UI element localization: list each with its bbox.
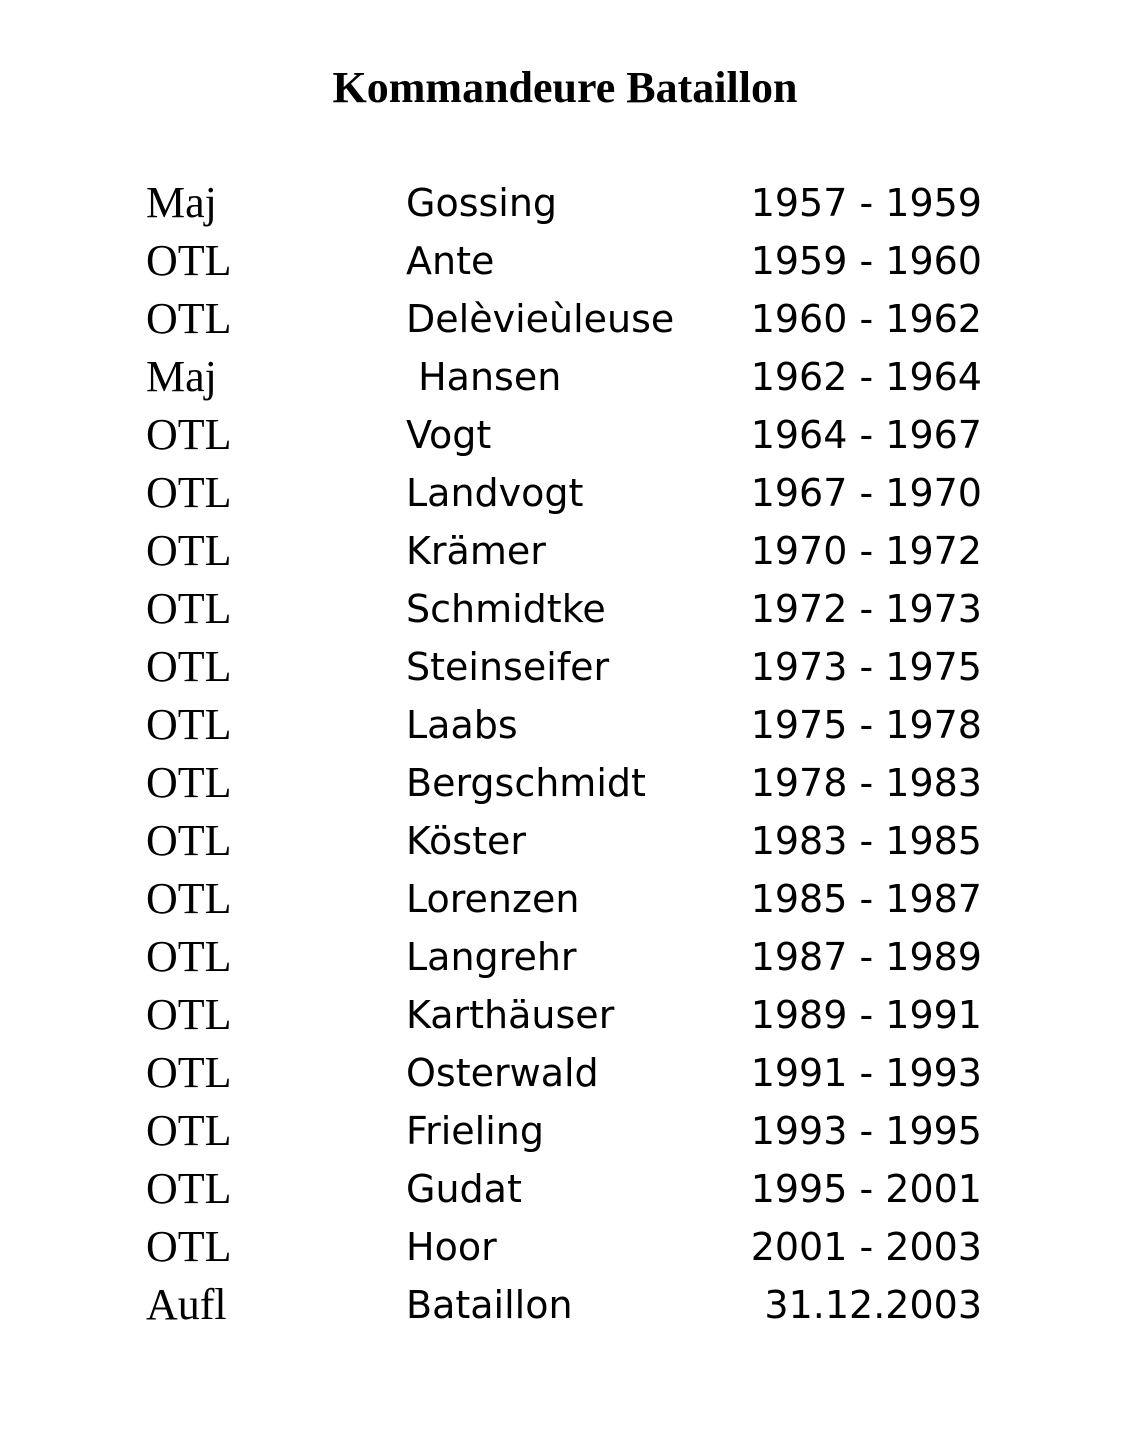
commander-name: Frieling: [406, 1109, 544, 1153]
rank-label: OTL: [146, 410, 232, 459]
list-item: [0, 1044, 1144, 1102]
tenure-years: 1991 - 1993: [750, 1051, 982, 1095]
rank-label: OTL: [146, 932, 232, 981]
list-item: [0, 812, 1144, 870]
page-title: Kommandeure Bataillon: [332, 63, 798, 112]
list-item: [0, 696, 1144, 754]
commander-name: Landvogt: [406, 471, 584, 515]
list-item: [0, 406, 1144, 464]
tenure-years: 31.12.2003: [764, 1283, 982, 1327]
tenure-years: 1959 - 1960: [750, 239, 982, 283]
tenure-years: 1987 - 1989: [750, 935, 982, 979]
list-item: [0, 464, 1144, 522]
list-item: [0, 1276, 1144, 1334]
tenure-years: 1975 - 1978: [750, 703, 982, 747]
list-item: [0, 928, 1144, 986]
commander-name: Gudat: [406, 1167, 522, 1211]
tenure-years: 1995 - 2001: [750, 1167, 982, 1211]
list-item: [0, 986, 1144, 1044]
rank-label: OTL: [146, 642, 232, 691]
tenure-years: 1972 - 1973: [750, 587, 982, 631]
rank-label: OTL: [146, 468, 232, 517]
rank-label: OTL: [146, 1164, 232, 1213]
list-item: [0, 348, 1144, 406]
commander-name: Hansen: [406, 355, 562, 399]
rank-label: OTL: [146, 584, 232, 633]
commander-name: Gossing: [406, 181, 558, 225]
rank-label: OTL: [146, 236, 232, 285]
rank-label: OTL: [146, 294, 232, 343]
list-item: [0, 1218, 1144, 1276]
tenure-years: 1962 - 1964: [750, 355, 982, 399]
rank-label: OTL: [146, 816, 232, 865]
commander-name: Vogt: [406, 413, 492, 457]
tenure-years: 1973 - 1975: [750, 645, 982, 689]
commander-name: Krämer: [406, 529, 546, 573]
tenure-years: 1957 - 1959: [750, 181, 982, 225]
rank-label: OTL: [146, 990, 232, 1039]
tenure-years: 1970 - 1972: [750, 529, 982, 573]
commander-name: Köster: [406, 819, 526, 863]
rank-label: OTL: [146, 874, 232, 923]
commander-name: Bataillon: [406, 1283, 573, 1327]
commander-name: Hoor: [406, 1225, 497, 1269]
rank-label: OTL: [146, 758, 232, 807]
rank-label: Aufl: [146, 1280, 227, 1329]
list-item: [0, 638, 1144, 696]
commander-name: Lorenzen: [406, 877, 580, 921]
list-item: [0, 290, 1144, 348]
list-item: [0, 1160, 1144, 1218]
commander-name: Ante: [406, 239, 495, 283]
rank-label: OTL: [146, 700, 232, 749]
rank-label: OTL: [146, 1222, 232, 1271]
list-item: [0, 232, 1144, 290]
commander-name: Delèvieùleuse: [406, 297, 675, 341]
tenure-years: 1978 - 1983: [750, 761, 982, 805]
rank-label: OTL: [146, 1048, 232, 1097]
rank-label: Maj: [146, 352, 217, 401]
rank-label: OTL: [146, 526, 232, 575]
list-item: [0, 754, 1144, 812]
commander-name: Steinseifer: [406, 645, 610, 689]
commander-list: [0, 174, 1144, 1334]
tenure-years: 1993 - 1995: [750, 1109, 982, 1153]
tenure-years: 2001 - 2003: [750, 1225, 982, 1269]
tenure-years: 1989 - 1991: [750, 993, 982, 1037]
list-item: [0, 580, 1144, 638]
list-item: [0, 870, 1144, 928]
list-item: [0, 522, 1144, 580]
tenure-years: 1960 - 1962: [750, 297, 982, 341]
list-item: [0, 174, 1144, 232]
commander-name: Karthäuser: [406, 993, 615, 1037]
commander-name: Schmidtke: [406, 587, 606, 631]
commander-name: Langrehr: [406, 935, 577, 979]
commander-name: Osterwald: [406, 1051, 599, 1095]
commander-name: Bergschmidt: [406, 761, 646, 805]
list-item: [0, 1102, 1144, 1160]
rank-label: Maj: [146, 178, 217, 227]
tenure-years: 1967 - 1970: [750, 471, 982, 515]
tenure-years: 1985 - 1987: [750, 877, 982, 921]
tenure-years: 1964 - 1967: [750, 413, 982, 457]
rank-label: OTL: [146, 1106, 232, 1155]
commander-name: Laabs: [406, 703, 518, 747]
tenure-years: 1983 - 1985: [750, 819, 982, 863]
